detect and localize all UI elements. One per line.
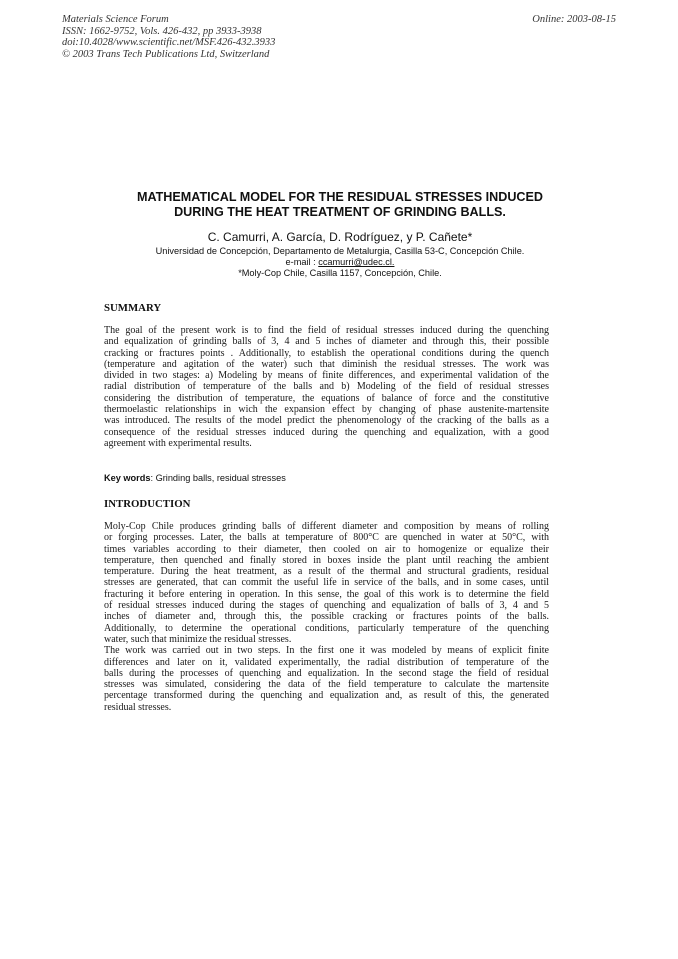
keywords-label: Key words <box>104 473 151 483</box>
text-line: balls during the processes of quenching and equalization. In the second stage the field of residual <box>104 667 549 679</box>
text-line: inches of diameter and, through this, the possible cracking or fractures points of the balls. <box>104 611 549 623</box>
text-line: stresses are generated, that can commit the useful life in service of the balls, and in some cases, until <box>104 577 549 589</box>
doi-line: doi:10.4028/www.scientific.net/MSF.426-432.3933 <box>62 37 276 48</box>
text-line: cracking or fractures points . Additionally, to establish the operational conditions during the quench <box>104 347 549 359</box>
journal-header <box>62 14 275 60</box>
paper-title <box>90 190 590 220</box>
copyright-line: © 2003 Trans Tech Publications Ltd, Switzerland <box>62 48 270 60</box>
text-line: residual stresses. <box>104 701 172 713</box>
text-line: and equalization of grinding balls of 3, 4 and 5 inches of diameter and through this, their possible <box>104 336 549 348</box>
author-list: C. Camurri, A. García, D. Rodríguez, y P. Cañete* <box>207 230 473 244</box>
text-line: or forging processes. Later, the balls at temperature of 800°C are quenched in water at 50°C, with <box>104 532 549 544</box>
affiliation-company: *Moly-Cop Chile, Casilla 1157, Concepción, Chile. <box>238 268 442 278</box>
text-line: Additionally, to determine the operational conditions, particularly temperature of the quenching <box>104 622 549 634</box>
text-line: temperature, then quenched and finally stored in boxes inside the plant until reaching the ambient <box>104 554 549 566</box>
title-line-2: DURING THE HEAT TREATMENT OF GRINDING BALLS. <box>174 205 506 219</box>
affiliations <box>80 246 600 279</box>
introduction-heading: INTRODUCTION <box>104 498 191 510</box>
text-line: of residual stresses induced during the stages of quenching and equalization of balls of 3, 4 and 5 <box>104 600 549 612</box>
summary-paragraph <box>104 325 549 449</box>
text-line: consequence of the residual stresses induced during the quenching and equalization, with a good <box>104 426 549 438</box>
email-label: e-mail : <box>285 257 319 267</box>
text-line: fracturing it before entering in operation. In this sense, the goal of this work is to determine the field <box>104 588 549 600</box>
introduction-paragraph <box>104 521 549 713</box>
text-line: differences and later on it, validated experimentally, the radial distribution of temperature of the <box>104 656 549 668</box>
text-line: The work was carried out in two steps. In the first one it was modeled by means of explicit finite <box>104 645 549 657</box>
email-link[interactable]: ccamurri@udec.cl. <box>318 257 395 267</box>
text-line: Moly-Cop Chile produces grinding balls of different diameter and composition by means of rolling <box>104 521 549 532</box>
affiliation-university: Universidad de Concepción, Departamento de Metalurgia, Casilla 53-C, Concepción Chile. <box>155 246 525 256</box>
text-line: water, such that minimize the residual stresses. <box>104 633 292 645</box>
keywords-line <box>104 473 286 483</box>
online-date: Online: 2003-08-15 <box>532 14 616 25</box>
email-line <box>80 257 600 268</box>
text-line: times variables according to their diameter, then cooled on air to homogenize or equalize their <box>104 543 549 555</box>
text-line: stresses was simulated, considering the data of the field temperature to calculate the martensite <box>104 679 549 691</box>
text-line: radial distribution of temperature of the balls and b) Modeling of the field of residual stresses <box>104 381 549 393</box>
text-line: (temperature and agitation of the water) such that diminish the residual stresses. The work was <box>104 358 549 370</box>
text-line: considering the distribution of temperature, the equations of balance of force and the constitutive <box>104 392 549 404</box>
text-line: thermoelastic relationships in wich the expansion effect by changing of phase austenite-martensite <box>104 404 549 416</box>
journal-name: Materials Science Forum <box>62 14 169 25</box>
keywords-value: : Grinding balls, residual stresses <box>150 473 286 483</box>
title-line-1: MATHEMATICAL MODEL FOR THE RESIDUAL STRESSES INDUCED <box>136 190 544 204</box>
text-line: was introduced. The results of the model predict the phenomenology of the cracking of the balls as a <box>104 415 549 427</box>
text-line: percentage transformed during the quenching and equalization and, as result of this, the generated <box>104 690 549 702</box>
text-line: The goal of the present work is to find the field of residual stresses induced during the quenching <box>104 325 549 336</box>
summary-heading: SUMMARY <box>104 302 162 314</box>
text-line: divided in two stages: a) Modeling by means of finite differences, and experimental validation of the <box>104 370 549 382</box>
text-line: temperature. During the heat treatment, as a result of the thermal and structural gradients, residual <box>104 566 549 578</box>
issn-line: ISSN: 1662-9752, Vols. 426-432, pp 3933-3938 <box>62 25 262 37</box>
text-line: agreement with experimental results. <box>104 437 252 449</box>
